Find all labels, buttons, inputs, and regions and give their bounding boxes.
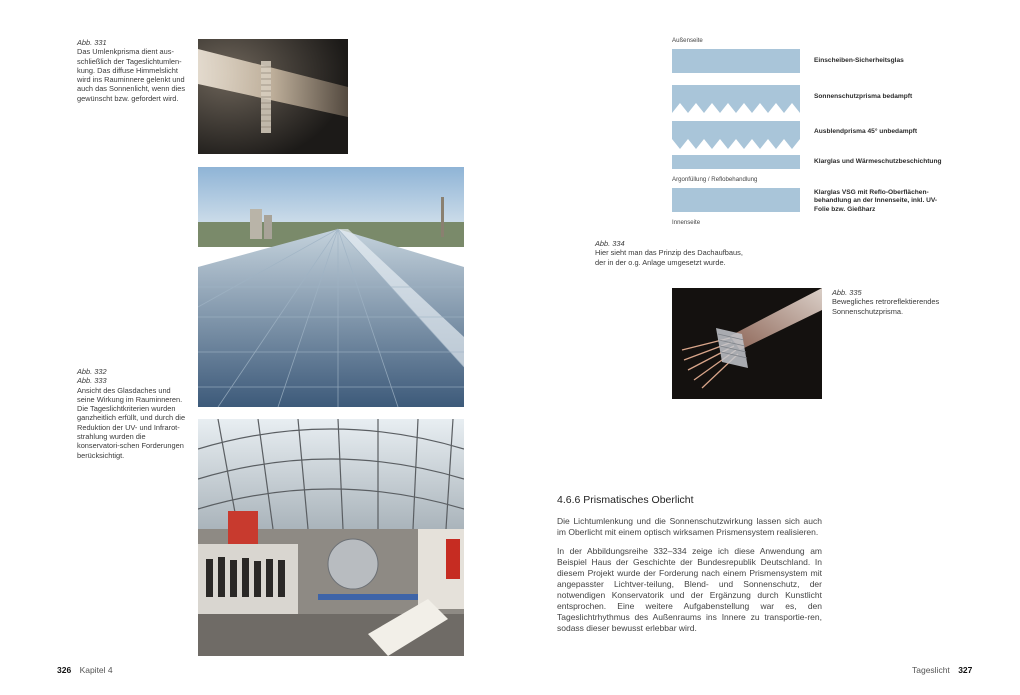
caption-332-333-text: Ansicht des Glasdaches und seine Wirkung im Rauminneren. Die Tageslichtkriterien wurden ganzheitlich erfüllt, und durch die Reduktion der UV- und Infrarot-strahlung wurden die konservatori-schen Forderungen berücksichtigt. — [77, 385, 186, 460]
footer-left — [57, 665, 113, 675]
layer-laminated-glass — [672, 188, 800, 212]
layer-label-4: Klarglas und Wärmeschutzbeschichtung — [814, 158, 942, 165]
layer-label-1: Einscheiben-Sicherheitsglas — [814, 57, 904, 64]
caption-331 — [77, 38, 187, 103]
chapter-label-left: Kapitel 4 — [79, 665, 113, 675]
caption-331-text: Das Umlenkprisma dient aus-schließlich der Tageslichtumlen-kung. Das diffuse Himmelslicht wird ins Rauminnere gelenkt und auch das Sonnenlicht, wenn dies gewünscht bzw. gefordert wird. — [77, 47, 186, 103]
figure-number-334: Abb. 334 — [595, 239, 625, 248]
photo-retroreflective-prism — [672, 288, 822, 399]
section-body — [557, 516, 822, 642]
caption-334-text: Hier sieht man das Prinzip des Dachaufbaus, der in der o.g. Anlage umgesetzt wurde. — [595, 248, 743, 267]
page-number-left: 326 — [57, 665, 72, 675]
caption-335-text: Bewegliches retroreflektierendes Sonnenschutzprisma. — [832, 297, 940, 316]
diagram-inside-label: Innenseite — [672, 219, 701, 226]
layer-label-5: Klarglas VSG mit Reflo-Oberflächen-behandlung an der Innenseite, inkl. UV-Folie bzw. Gießharz — [814, 189, 938, 213]
body-paragraph-1: Die Lichtumlenkung und die Sonnenschutzwirkung lassen sich auch im Oberlicht mit einem optisch wirksamen Prismensystem realisieren. — [557, 516, 822, 537]
photo-deflection-prism — [198, 39, 348, 154]
layer-glare-prism — [672, 121, 800, 150]
caption-332-333 — [77, 367, 189, 460]
footer-right — [912, 665, 972, 675]
page-number-right: 327 — [958, 665, 973, 675]
layer-label-2: Sonnenschutzprisma bedampft — [814, 93, 913, 100]
diagram-outside-label: Außenseite — [672, 37, 703, 44]
layer-sun-protection-prism — [672, 85, 800, 113]
photo-exhibition-interior — [198, 419, 464, 656]
figure-number-332: Abb. 332 — [77, 367, 107, 376]
chapter-label-right: Tageslicht — [912, 665, 950, 675]
section-heading: 4.6.6 Prismatisches Oberlicht — [557, 494, 694, 506]
layer-label-3: Ausblendprisma 45° unbedampft — [814, 128, 918, 135]
figure-number-333: Abb. 333 — [77, 376, 107, 386]
caption-335 — [832, 288, 962, 316]
body-paragraph-2: In der Abbildungsreihe 332–334 zeige ich diese Anwendung am Beispiel Haus der Geschichte der Bundesrepublik Deutschland. In diesem Projekt wurde der Forderung nach einem Prismensystem mit angepasster Lichtver-teilung, Blend- und Sonnenschutz, der notwendigen Konservatorik und der Ergänzung durch Kunstlicht entsprochen. Eine weitere Aufgabenstellung war es, den Tageslichtrhythmus des Außenraums ins Innere zu transportie-ren, sodass dieser bewusst erlebbar wird. — [557, 546, 822, 633]
layer-clear-glass — [672, 155, 800, 169]
figure-number-331: Abb. 331 — [77, 38, 107, 47]
figure-number-335: Abb. 335 — [832, 288, 862, 297]
layer-safety-glass — [672, 49, 800, 73]
photo-glass-roof-exterior — [198, 167, 464, 407]
caption-334 — [595, 239, 755, 267]
diagram-gap-label: Argonfüllung / Reflobehandlung — [672, 176, 758, 183]
